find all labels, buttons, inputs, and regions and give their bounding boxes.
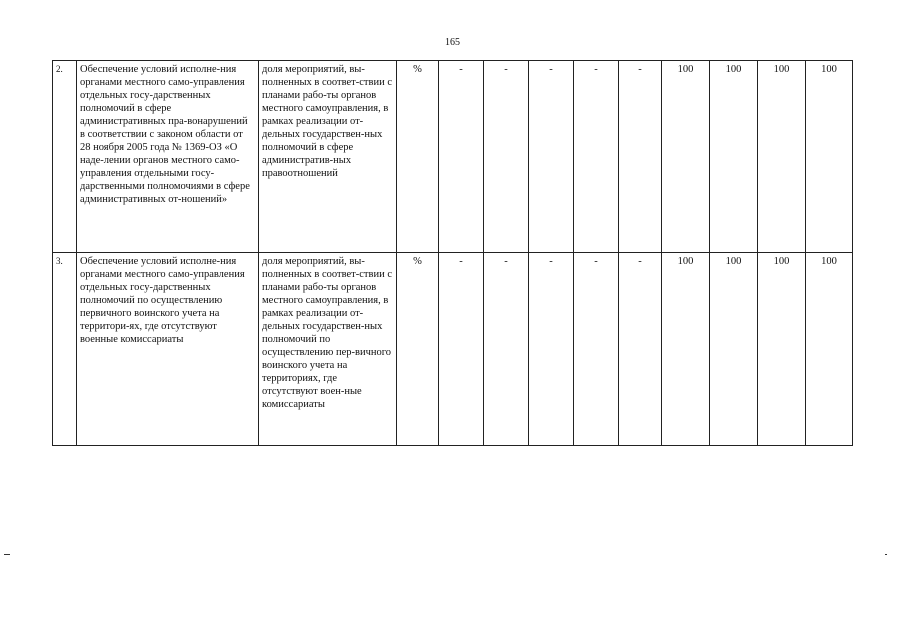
row-number: 2. [53,61,77,253]
dash-cell: - [529,61,574,253]
table-row [53,253,853,446]
value-cell: 100 [806,61,853,253]
dash-cell: - [439,253,484,446]
right-edge-mark [885,554,887,555]
dash-cell: - [619,61,662,253]
row-number: 3. [53,253,77,446]
dash-cell: - [439,61,484,253]
dash-cell: - [484,253,529,446]
unit-cell: % [397,61,439,253]
table-row [53,61,853,253]
value-cell: 100 [710,253,758,446]
indicator-cell: доля мероприятий, вы-полненных в соответ-ствии с планами рабо-ты органов местного самоуправления, в рамках реализации от-дельных государствен-ных полномочий по осуществлению пер-вичного воинского учета на территориях, где отсутствуют воен-ные комиссариаты [259,253,397,446]
dash-cell: - [574,61,619,253]
value-cell: 100 [806,253,853,446]
measure-cell: Обеспечение условий исполне-ния органами местного само-управления отдельных госу-дарственных полномочий по осуществлению первичного воинского учета на территори-ях, где отсутствуют военные комиссариаты [77,253,259,446]
value-cell: 100 [758,253,806,446]
unit-cell: % [397,253,439,446]
dash-cell: - [484,61,529,253]
page-number: 165 [445,37,460,48]
indicators-table [52,60,853,446]
dash-cell: - [529,253,574,446]
value-cell: 100 [758,61,806,253]
indicator-cell: доля мероприятий, вы-полненных в соответ-ствии с планами рабо-ты органов местного самоуправления, в рамках реализации от-дельных государствен-ных полномочий в сфере административ-ных правоотношений [259,61,397,253]
measure-cell: Обеспечение условий исполне-ния органами местного само-управления отдельных госу-дарственных полномочий в сфере административных пра-вонарушений в соответствии с законом области от 28 ноября 2005 года № 1369-ОЗ «О наде-лении органов местного само-управления отдельными госу-дарственными полномочиями в сфере административных от-ношений» [77,61,259,253]
left-edge-mark [4,554,10,555]
dash-cell: - [619,253,662,446]
dash-cell: - [574,253,619,446]
value-cell: 100 [710,61,758,253]
value-cell: 100 [662,253,710,446]
value-cell: 100 [662,61,710,253]
